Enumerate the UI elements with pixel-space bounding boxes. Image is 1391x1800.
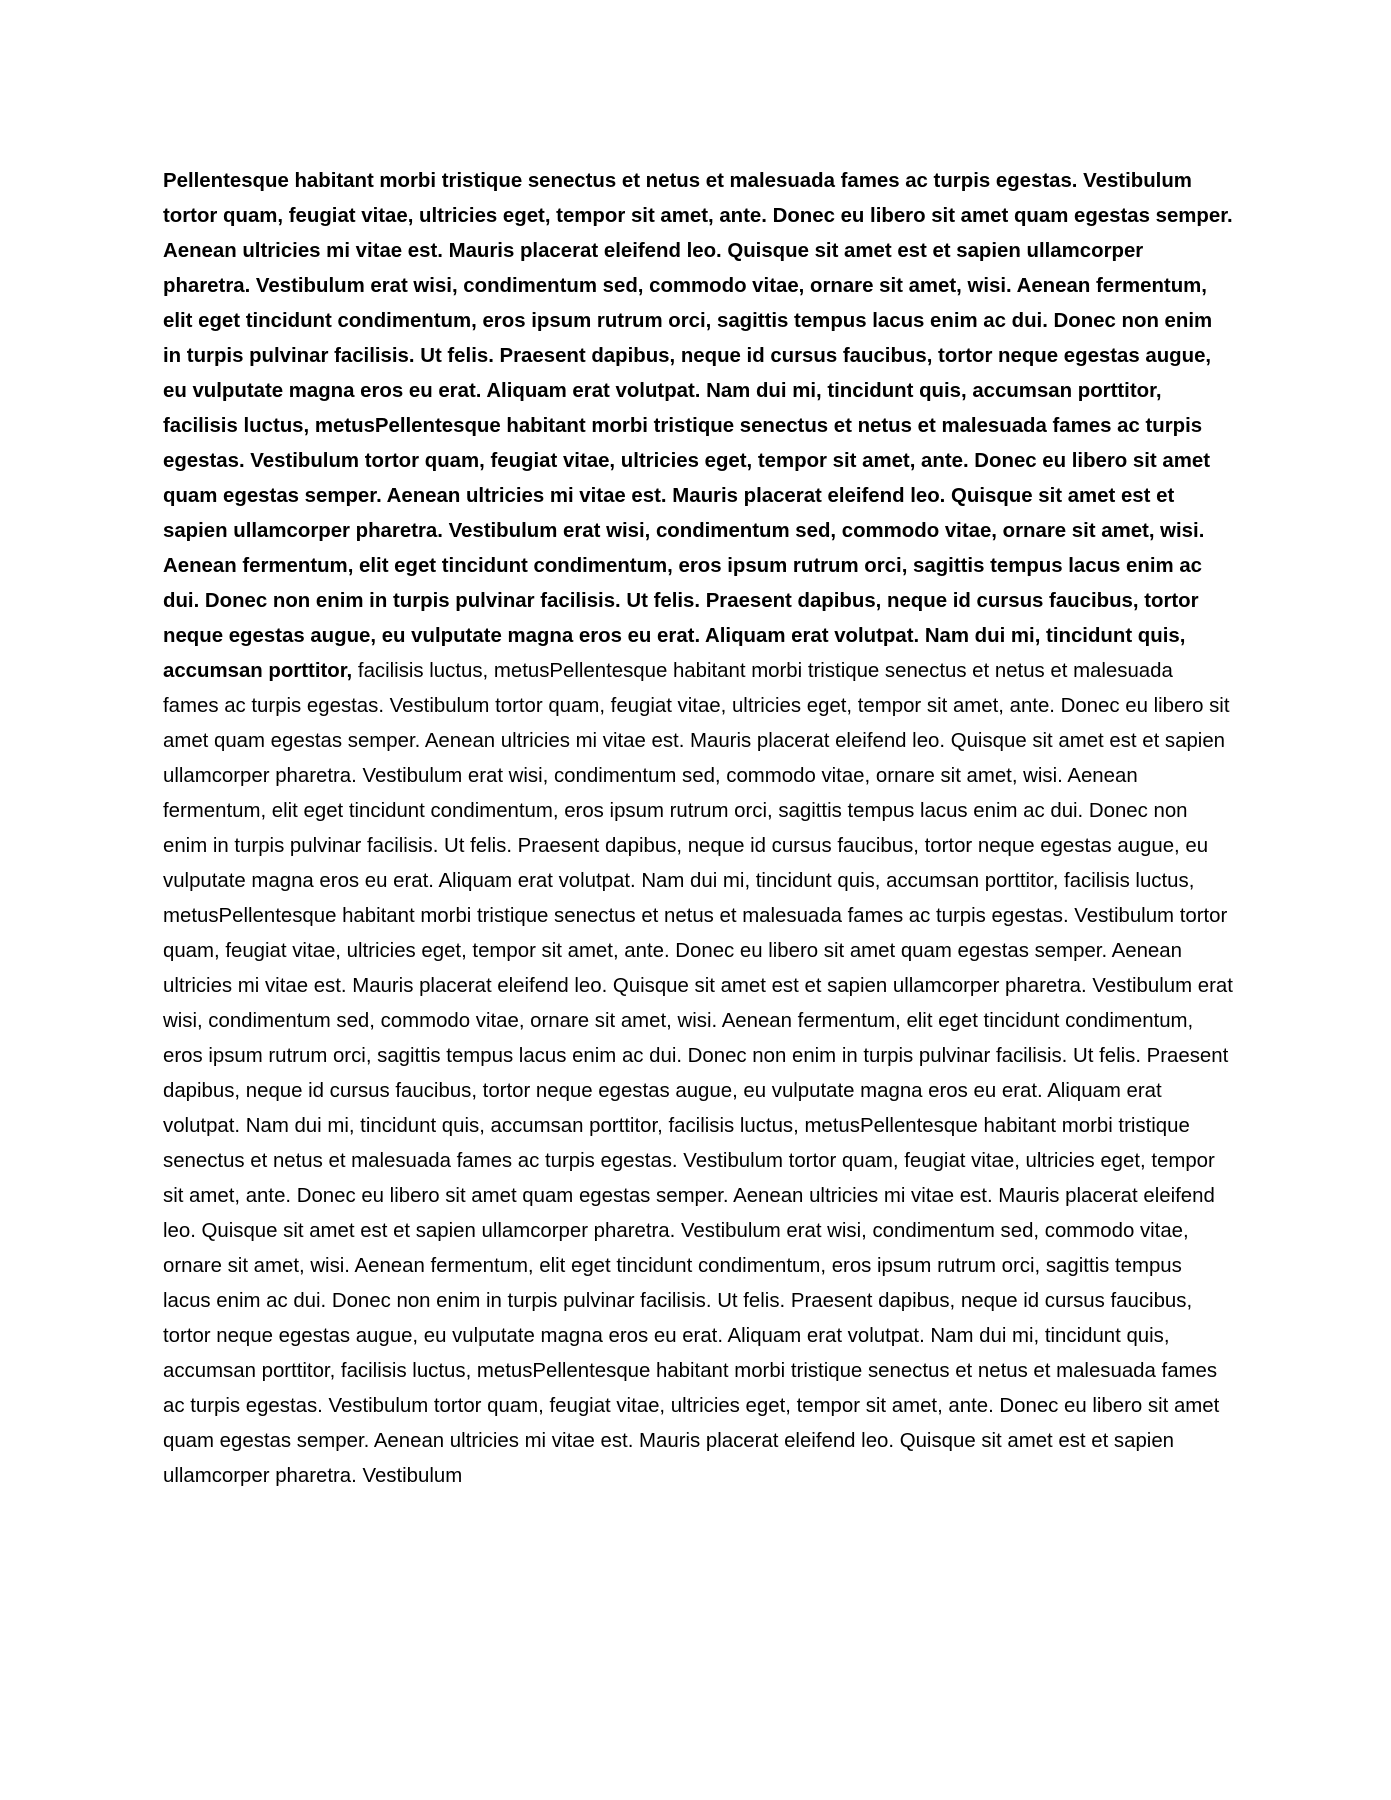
body-paragraph xyxy=(163,164,1233,1494)
regular-text-run: facilisis luctus, metusPellentesque habitant morbi tristique senectus et netus et malesuada fames ac turpis egestas. Vestibulum tortor quam, feugiat vitae, ultricies eget, tempor sit amet, ante. Donec eu libero sit amet quam egestas semper. Aenean ultricies mi vitae est. Mauris placerat eleifend leo. Quisque sit amet est et sapien ullamcorper pharetra. Vestibulum erat wisi, condimentum sed, commodo vitae, ornare sit amet, wisi. Aenean fermentum, elit eget tincidunt condimentum, eros ipsum rutrum orci, sagittis tempus lacus enim ac dui. Donec non enim in turpis pulvinar facilisis. Ut felis. Praesent dapibus, neque id cursus faucibus, tortor neque egestas augue, eu vulputate magna eros eu erat. Aliquam erat volutpat. Nam dui mi, tincidunt quis, accumsan porttitor, facilisis luctus, metusPellentesque habitant morbi tristique senectus et netus et malesuada fames ac turpis egestas. Vestibulum tortor quam, feugiat vitae, ultricies eget, tempor sit amet, ante. Donec eu libero sit amet quam egestas semper. Aenean ultricies mi vitae est. Mauris placerat eleifend leo. Quisque sit amet est et sapien ullamcorper pharetra. Vestibulum erat wisi, condimentum sed, commodo vitae, ornare sit amet, wisi. Aenean fermentum, elit eget tincidunt condimentum, eros ipsum rutrum orci, sagittis tempus lacus enim ac dui. Donec non enim in turpis pulvinar facilisis. Ut felis. Praesent dapibus, neque id cursus faucibus, tortor neque egestas augue, eu vulputate magna eros eu erat. Aliquam erat volutpat. Nam dui mi, tincidunt quis, accumsan porttitor, facilisis luctus, metusPellentesque habitant morbi tristique senectus et netus et malesuada fames ac turpis egestas. Vestibulum tortor quam, feugiat vitae, ultricies eget, tempor sit amet, ante. Donec eu libero sit amet quam egestas semper. Aenean ultricies mi vitae est. Mauris placerat eleifend leo. Quisque sit amet est et sapien ullamcorper pharetra. Vestibulum erat wisi, condimentum sed, commodo vitae, ornare sit amet, wisi. Aenean fermentum, elit eget tincidunt condimentum, eros ipsum rutrum orci, sagittis tempus lacus enim ac dui. Donec non enim in turpis pulvinar facilisis. Ut felis. Praesent dapibus, neque id cursus faucibus, tortor neque egestas augue, eu vulputate magna eros eu erat. Aliquam erat volutpat. Nam dui mi, tincidunt quis, accumsan porttitor, facilisis luctus, metusPellentesque habitant morbi tristique senectus et netus et malesuada fames ac turpis egestas. Vestibulum tortor quam, feugiat vitae, ultricies eget, tempor sit amet, ante. Donec eu libero sit amet quam egestas semper. Aenean ultricies mi vitae est. Mauris placerat eleifend leo. Quisque sit amet est et sapien ullamcorper pharetra. Vestibulum xyxy=(163,660,1233,1487)
bold-text-run: Pellentesque habitant morbi tristique senectus et netus et malesuada fames ac turpis egestas. Vestibulum tortor quam, feugiat vitae, ultricies eget, tempor sit amet, ante. Donec eu libero sit amet quam egestas semper. Aenean ultricies mi vitae est. Mauris placerat eleifend leo. Quisque sit amet est et sapien ullamcorper pharetra. Vestibulum erat wisi, condimentum sed, commodo vitae, ornare sit amet, wisi. Aenean fermentum, elit eget tincidunt condimentum, eros ipsum rutrum orci, sagittis tempus lacus enim ac dui. Donec non enim in turpis pulvinar facilisis. Ut felis. Praesent dapibus, neque id cursus faucibus, tortor neque egestas augue, eu vulputate magna eros eu erat. Aliquam erat volutpat. Nam dui mi, tincidunt quis, accumsan porttitor, facilisis luctus, metusPellentesque habitant morbi tristique senectus et netus et malesuada fames ac turpis egestas. Vestibulum tortor quam, feugiat vitae, ultricies eget, tempor sit amet, ante. Donec eu libero sit amet quam egestas semper. Aenean ultricies mi vitae est. Mauris placerat eleifend leo. Quisque sit amet est et sapien ullamcorper pharetra. Vestibulum erat wisi, condimentum sed, commodo vitae, ornare sit amet, wisi. Aenean fermentum, elit eget tincidunt condimentum, eros ipsum rutrum orci, sagittis tempus lacus enim ac dui. Donec non enim in turpis pulvinar facilisis. Ut felis. Praesent dapibus, neque id cursus faucibus, tortor neque egestas augue, eu vulputate magna eros eu erat. Aliquam erat volutpat. Nam dui mi, tincidunt quis, accumsan porttitor, xyxy=(163,170,1233,682)
